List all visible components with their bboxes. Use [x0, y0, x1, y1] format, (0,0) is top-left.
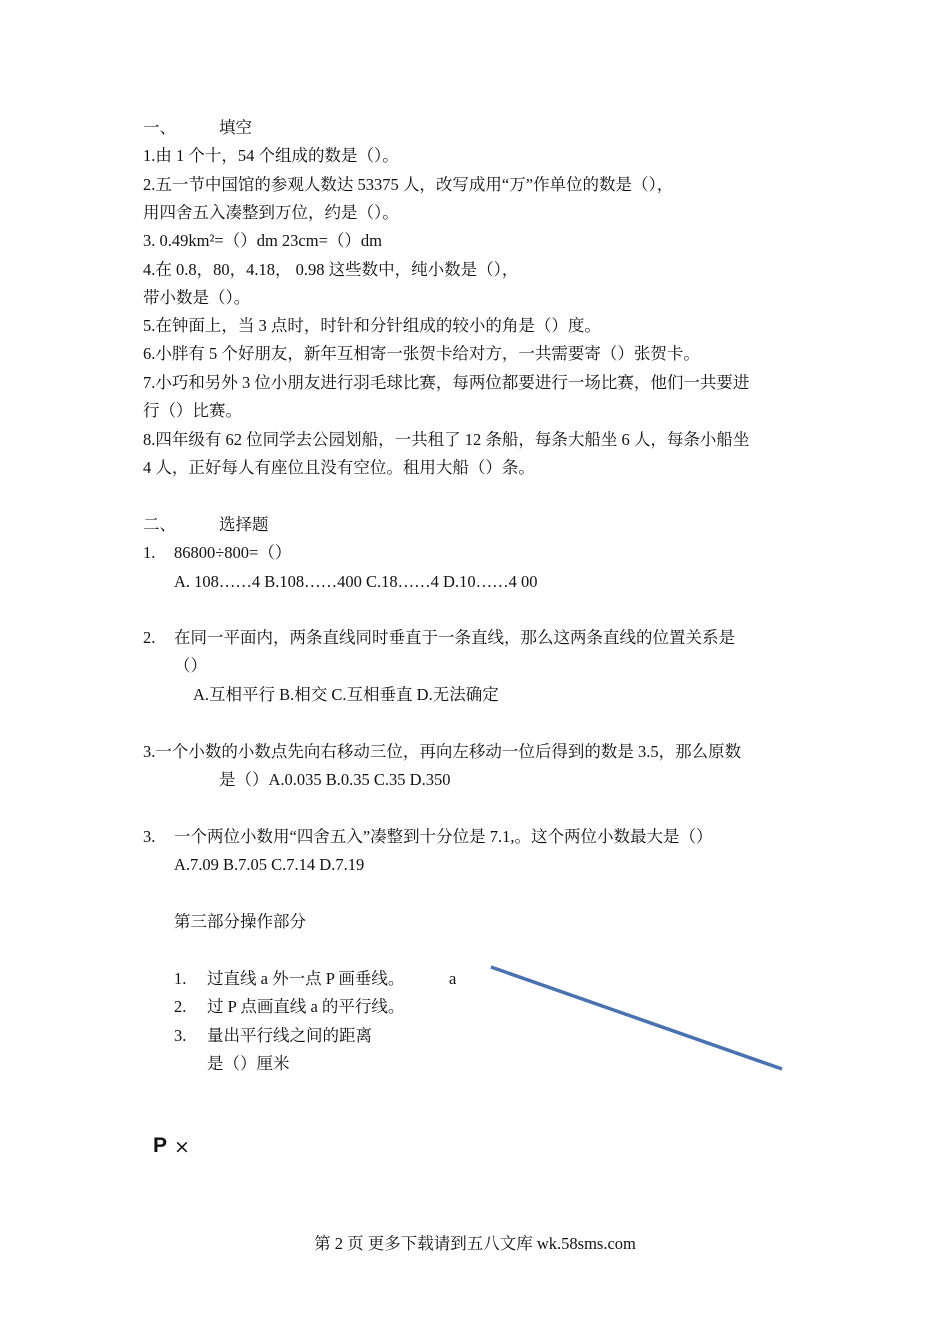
op-item-3-text: 量出平行线之间的距离 [207, 1026, 372, 1045]
choice-q2-text: 在同一平面内，两条直线同时垂直于一条直线，那么这两条直线的位置关系是 [174, 628, 735, 647]
line-a-label: a [449, 969, 457, 988]
choice-q1-number: 1. [143, 543, 156, 562]
op-item-3-text-cont: 是（）厘米 [207, 1054, 290, 1073]
fill-line-3: 用四舍五入凑整到万位，约是（）。 [143, 203, 399, 222]
choice-q2-options: A.互相平行 B.相交 C.互相垂直 D.无法确定 [193, 685, 499, 704]
choice-q4-text: 一个两位小数用“四舍五入”凑整到十分位是 7.1,。这个两位小数最大是（） [174, 827, 713, 846]
section1-number: 一、 [143, 118, 176, 137]
point-p-label: P [153, 1134, 168, 1157]
op-item-3-number: 3. [174, 1026, 187, 1045]
section2-title: 选择题 [219, 515, 269, 534]
line-a [491, 967, 782, 1069]
section1-title: 填空 [219, 118, 252, 137]
op-item-2-number: 2. [174, 997, 187, 1016]
fill-line-9: 7.小巧和另外 3 位小朋友进行羽毛球比赛，每两位都要进行一场比赛，他们一共要进 [143, 373, 750, 392]
op-item-2-text: 过 P 点画直线 a 的平行线。 [207, 997, 405, 1016]
choice-q2-text-cont: （） [174, 656, 207, 675]
page-footer: 第 2 页 更多下载请到五八文库 wk.58sms.com [314, 1234, 636, 1253]
fill-line-7: 5.在钟面上，当 3 点时，时针和分针组成的较小的角是（）度。 [143, 316, 601, 335]
fill-line-2: 2.五一节中国馆的参观人数达 53375 人，改写成用“万”作单位的数是（）， [143, 175, 674, 194]
fill-line-6: 带小数是（）。 [143, 288, 251, 307]
fill-line-1: 1.由 1 个十，54 个组成的数是（）。 [143, 146, 399, 165]
section2-number: 二、 [143, 515, 176, 534]
op-item-1-number: 1. [174, 969, 187, 988]
choice-q1-text: 86800÷800=（） [174, 543, 292, 562]
choice-q3-text: 3.一个小数的小数点先向右移动三位，再向左移动一位后得到的数是 3.5，那么原数 [143, 742, 742, 761]
op-item-1-text: 过直线 a 外一点 P 画垂线。 [207, 969, 405, 988]
choice-q4-options: A.7.09 B.7.05 C.7.14 D.7.19 [174, 855, 365, 874]
fill-line-12: 4 人，正好每人有座位且没有空位。租用大船（）条。 [143, 458, 535, 477]
point-p-mark: × [174, 1136, 190, 1158]
choice-q3-text-cont: 是（）A.0.035 B.0.35 C.35 D.350 [219, 770, 451, 789]
section3-title: 第三部分操作部分 [174, 912, 306, 931]
fill-line-10: 行（）比赛。 [143, 401, 242, 420]
choice-q1-options: A. 108……4 B.108……400 C.18……4 D.10……4 00 [174, 572, 538, 591]
choice-q4-number: 3. [143, 827, 156, 846]
choice-q2-number: 2. [143, 628, 156, 647]
fill-line-4: 3. 0.49km²=（）dm 23cm=（）dm [143, 231, 382, 250]
fill-line-8: 6.小胖有 5 个好朋友，新年互相寄一张贺卡给对方，一共需要寄（）张贺卡。 [143, 344, 700, 363]
fill-line-11: 8.四年级有 62 位同学去公园划船，一共租了 12 条船，每条大船坐 6 人，每条小船坐 [143, 430, 750, 449]
fill-line-5: 4.在 0.8，80，4.18， 0.98 这些数中，纯小数是（）， [143, 260, 519, 279]
